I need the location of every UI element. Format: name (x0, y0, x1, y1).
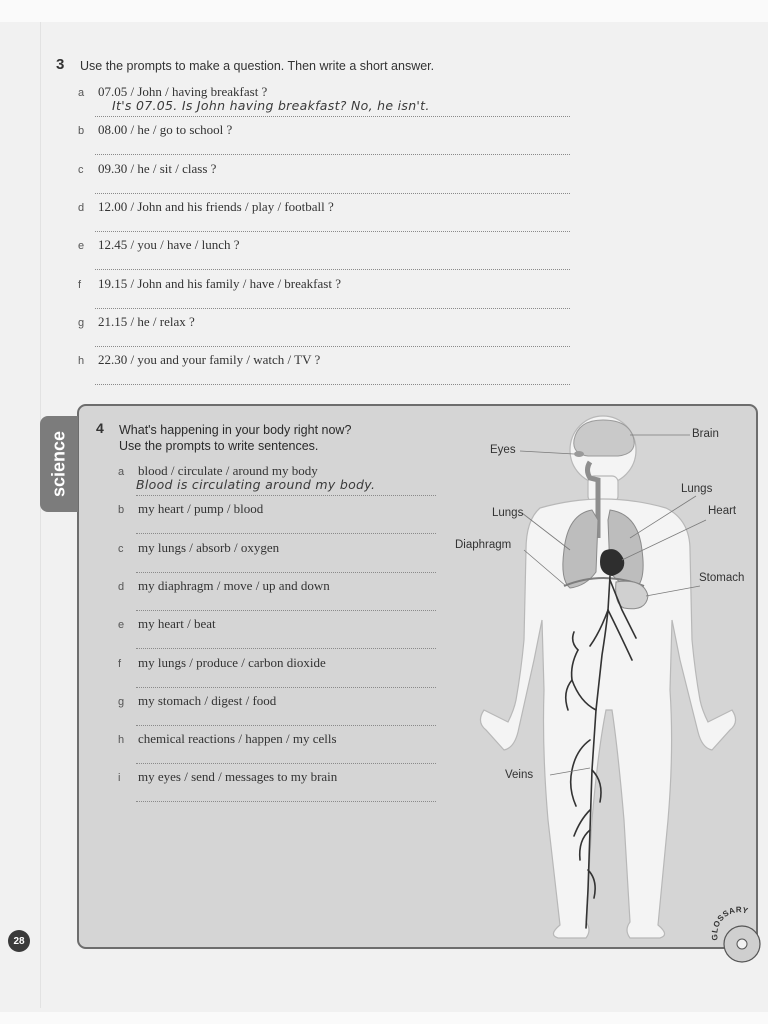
exercise-3-instruction: Use the prompts to make a question. Then write a short answer. (80, 59, 435, 73)
exercise-4-answer-line[interactable] (136, 687, 436, 688)
exercise-4-item-c (118, 540, 279, 556)
exercise-4-item-i (118, 769, 337, 785)
exercise-4-item-d (118, 578, 330, 594)
label-veins: Veins (505, 769, 534, 781)
exercise-3-item-d (78, 199, 334, 215)
science-tab-label: science (48, 430, 69, 498)
exercise-4-answer-line[interactable] (136, 763, 436, 764)
exercise-3-answer-line[interactable] (95, 346, 570, 347)
glossary-cd-icon[interactable] (706, 902, 766, 964)
exercise-3-item-g (78, 314, 195, 330)
exercise-4-item-h (118, 731, 337, 747)
exercise-3-answer-text[interactable]: It's 07.05. Is John having breakfast? No, he isn't. (112, 98, 430, 113)
exercise-3-item-prompt: 09.30 / he / sit / class ? (98, 160, 217, 176)
exercise-4-item-letter: h (118, 734, 125, 747)
exercise-3-item-letter: h (78, 355, 85, 368)
label-heart: Heart (708, 505, 737, 517)
exercise-3-item-b (78, 122, 232, 138)
label-stomach: Stomach (699, 572, 745, 584)
exercise-4-item-f (118, 655, 326, 671)
exercise-4-answer-line[interactable] (136, 648, 436, 649)
exercise-4-title-line-1: What's happening in your body right now? (119, 423, 352, 437)
exercise-4-answer-text[interactable]: Blood is circulating around my body. (136, 477, 376, 492)
exercise-3-item-letter: g (78, 316, 85, 329)
exercise-4-item-prompt: my heart / beat (138, 616, 216, 632)
brain-shape (574, 420, 634, 456)
exercise-4-item-letter: d (118, 580, 125, 593)
exercise-4-item-letter: e (118, 619, 125, 632)
exercise-3-answer-line[interactable] (95, 384, 570, 385)
exercise-3-item-prompt: 19.15 / John and his family / have / breakfast ? (98, 275, 341, 291)
exercise-3-item-prompt: 22.30 / you and your family / watch / TV ? (98, 352, 321, 368)
exercise-3-item-prompt: 12.45 / you / have / lunch ? (98, 237, 240, 253)
exercise-3-answer-line[interactable] (95, 269, 570, 270)
exercise-4-answer-line[interactable] (136, 801, 436, 802)
science-side-tab (40, 416, 78, 512)
exercise-4-item-e (118, 616, 216, 632)
label-lungs-left: Lungs (492, 507, 524, 519)
exercise-3-item-letter: c (78, 163, 84, 176)
page-number: 28 (8, 930, 30, 952)
exercise-4-item-letter: g (118, 695, 125, 708)
exercise-3-item-prompt: 21.15 / he / relax ? (98, 313, 195, 329)
exercise-4-item-b (118, 501, 263, 517)
label-diaphragm: Diaphragm (455, 539, 512, 551)
exercise-4-item-prompt: my diaphragm / move / up and down (138, 577, 330, 593)
paper-edge (40, 22, 41, 1008)
exercise-4-title-line-2: Use the prompts to write sentences. (119, 439, 319, 453)
exercise-3-number: 3 (56, 56, 65, 73)
exercise-3-item-letter: f (78, 278, 82, 291)
exercise-4-item-prompt: blood / circulate / around my body (138, 463, 318, 478)
exercise-4-number: 4 (96, 420, 104, 436)
exercise-3-item-letter: d (78, 201, 85, 214)
exercise-4-item-g (118, 693, 276, 709)
exercise-4-answer-line[interactable] (136, 495, 436, 496)
exercise-3-answer-line[interactable] (95, 308, 570, 309)
exercise-4-answer-line[interactable] (136, 533, 436, 534)
exercise-4-item-prompt: my eyes / send / messages to my brain (138, 769, 338, 785)
exercise-3-item-prompt: 12.00 / John and his friends / play / football ? (98, 198, 334, 214)
exercise-4-item-letter: a (118, 466, 125, 478)
exercise-3-item-e (78, 237, 240, 253)
exercise-4-item-prompt: my heart / pump / blood (138, 501, 264, 517)
exercise-4-item-letter: i (118, 772, 121, 785)
exercise-4-item-letter: f (118, 657, 122, 670)
exercise-3-answer-line[interactable] (95, 116, 570, 117)
exercise-4-item-prompt: chemical reactions / happen / my cells (138, 731, 337, 747)
exercise-4-item-letter: c (118, 542, 124, 555)
exercise-3-answer-line[interactable] (95, 154, 570, 155)
exercise-4-item-prompt: my lungs / absorb / oxygen (138, 539, 280, 555)
exercise-4-answer-line[interactable] (136, 572, 436, 573)
exercise-3-item-prompt: 07.05 / John / having breakfast ? (98, 84, 268, 99)
exercise-3-item-prompt: 08.00 / he / go to school ? (98, 122, 233, 138)
exercise-4-item-letter: b (118, 504, 125, 517)
exercise-3-answer-line[interactable] (95, 193, 570, 194)
exercise-3-item-letter: a (78, 87, 85, 99)
exercise-3-item-h (78, 352, 320, 368)
exercise-3-item-f (78, 276, 341, 292)
label-eyes: Eyes (490, 444, 516, 456)
exercise-4-title (119, 422, 351, 454)
label-brain: Brain (692, 428, 719, 440)
glossary-label: GLOSSARY (710, 905, 750, 941)
eye-shape (574, 451, 584, 457)
exercise-4-item-prompt: my lungs / produce / carbon dioxide (138, 654, 326, 670)
exercise-3-answer-line[interactable] (95, 231, 570, 232)
exercise-3-item-letter: e (78, 240, 85, 253)
exercise-4-item-prompt: my stomach / digest / food (138, 692, 277, 708)
label-lungs-right: Lungs (681, 483, 713, 495)
exercise-3-item-c (78, 161, 216, 177)
exercise-3-item-letter: b (78, 125, 85, 138)
exercise-4-answer-line[interactable] (136, 610, 436, 611)
exercise-4-answer-line[interactable] (136, 725, 436, 726)
